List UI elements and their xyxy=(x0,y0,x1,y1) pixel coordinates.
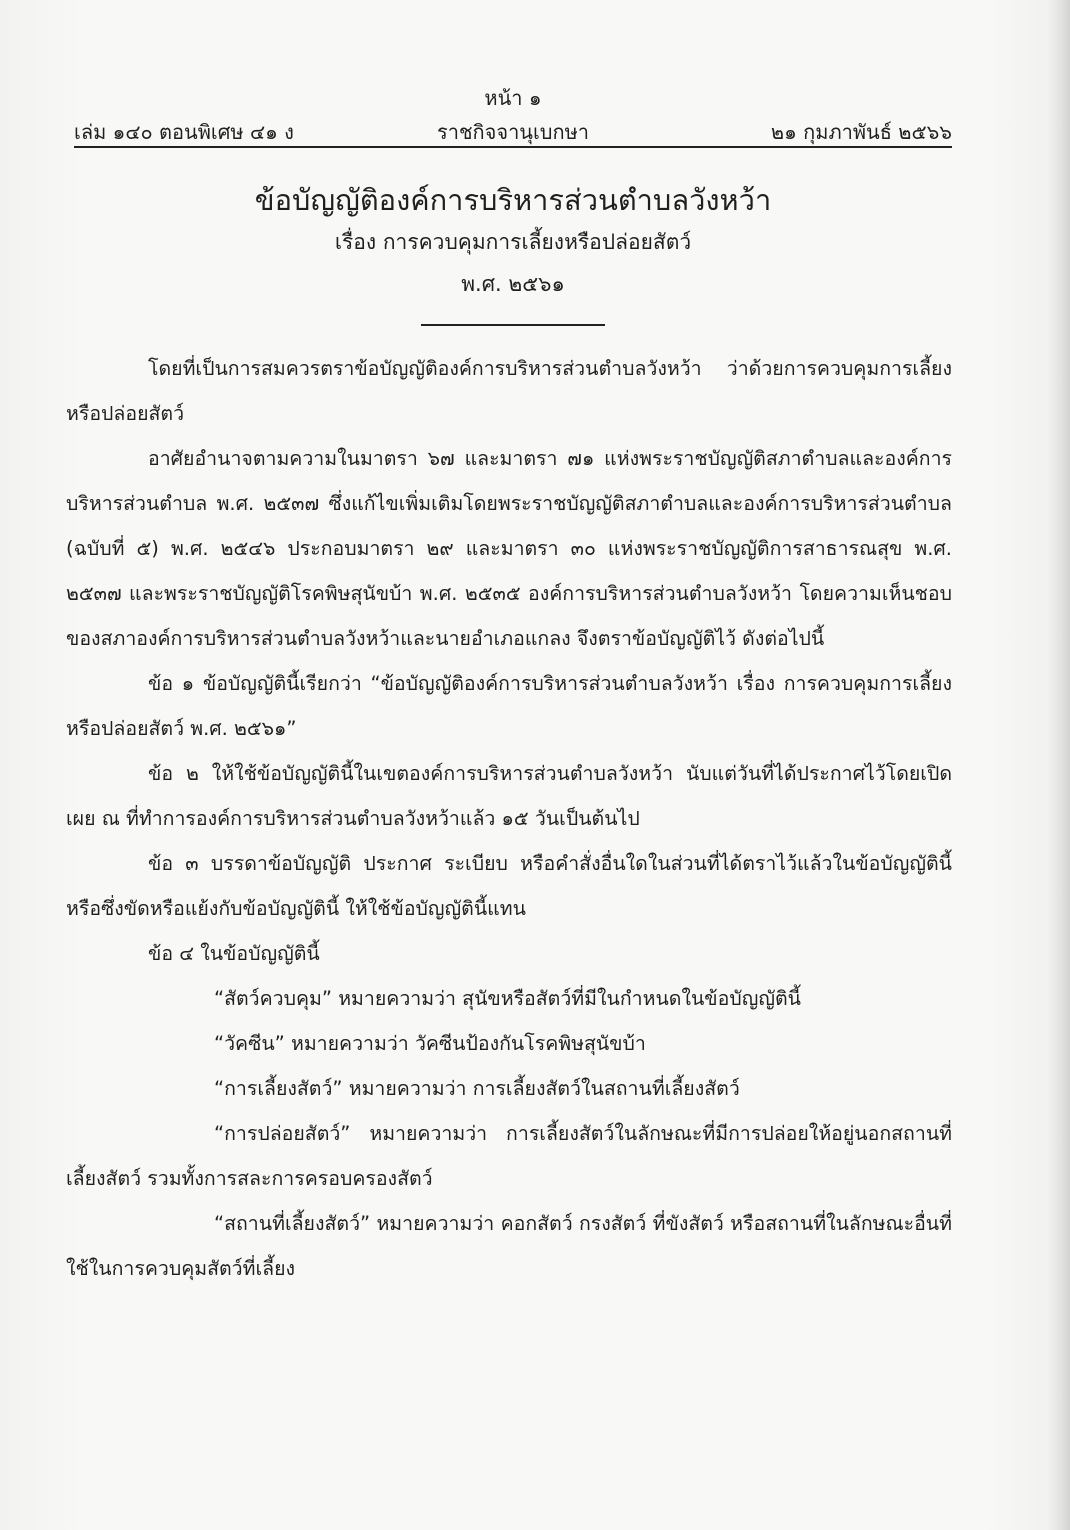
document-subject: เรื่อง การควบคุมการเลี้ยงหรือปล่อยสัตว์ xyxy=(334,230,692,254)
publication-date: ๒๑ กุมภาพันธ์ ๒๕๖๖ xyxy=(770,120,952,144)
definition-animal-raising: “การเลี้ยงสัตว์” หมายความว่า การเลี้ยงสัตว์ในสถานที่เลี้ยงสัตว์ xyxy=(214,1077,740,1100)
authority-paragraph: อาศัยอำนาจตามความในมาตรา ๖๗ และมาตรา ๗๑ แห่งพระราชบัญญัติสภาตำบลและองค์การบริหารส่วนตำบล พ.ศ. ๒๕๓๗ ซึ่งแก้ไขเพิ่มเติมโดยพระราชบัญญัติสภาตำบลและองค์การบริหารส่วนตำบล (ฉบับที่ ๕) พ.ศ. ๒๕๔๖ ประกอบมาตรา ๒๙ และมาตรา ๓๐ แห่งพระราชบัญญัติการสาธารณสุข พ.ศ. ๒๕๓๗ และพระราชบัญญัติโรคพิษสุนัขบ้า พ.ศ. ๒๕๓๕ องค์การบริหารส่วนตำบลวังหว้า โดยความเห็นชอบของสภาองค์การบริหารส่วนตำบลวังหว้าและนายอำเภอแกลง จึงตราข้อบัญญัติไว้ ดังต่อไปนี้ xyxy=(66,447,952,650)
clause-2: ข้อ ๒ ให้ใช้ข้อบัญญัตินี้ในเขตองค์การบริหารส่วนตำบลวังหว้า นับแต่วันที่ได้ประกาศไว้โดยเปิดเผย ณ ที่ทำการองค์การบริหารส่วนตำบลวังหว้าแล้ว ๑๕ วันเป็นต้นไป xyxy=(66,762,952,830)
volume-issue: เล่ม ๑๔๐ ตอนพิเศษ ๔๑ ง xyxy=(74,120,294,144)
page-edge-shadow xyxy=(1048,0,1070,1530)
document-title: ข้อบัญญัติองค์การบริหารส่วนตำบลวังหว้า xyxy=(254,183,772,217)
definition-controlled-animal: “สัตว์ควบคุม” หมายความว่า สุนัขหรือสัตว์ที่มีในกำหนดในข้อบัญญัตินี้ xyxy=(214,987,801,1010)
document-body xyxy=(66,346,952,1291)
clause-4: ข้อ ๔ ในข้อบัญญัตินี้ xyxy=(148,942,320,965)
definition-vaccine: “วัคซีน” หมายความว่า วัคซีนป้องกันโรคพิษสุนัขบ้า xyxy=(214,1032,646,1055)
definition-animal-premises: “สถานที่เลี้ยงสัตว์” หมายความว่า คอกสัตว์ กรงสัตว์ ที่ขังสัตว์ หรือสถานที่ในลักษณะอื่นที่ใช้ในการควบคุมสัตว์ที่เลี้ยง xyxy=(66,1212,952,1280)
title-block xyxy=(74,178,952,326)
clause-1: ข้อ ๑ ข้อบัญญัตินี้เรียกว่า “ข้อบัญญัติองค์การบริหารส่วนตำบลวังหว้า เรื่อง การควบคุมการเลี้ยงหรือปล่อยสัตว์ พ.ศ. ๒๕๖๑” xyxy=(66,672,952,740)
preamble-paragraph: โดยที่เป็นการสมควรตราข้อบัญญัติองค์การบริหารส่วนตำบลวังหว้า ว่าด้วยการควบคุมการเลี้ยงหรือปล่อยสัตว์ xyxy=(66,357,952,425)
definition-animal-release: “การปล่อยสัตว์” หมายความว่า การเลี้ยงสัตว์ในลักษณะที่มีการปล่อยให้อยู่นอกสถานที่เลี้ยงสัตว์ รวมทั้งการสละการครอบครองสัตว์ xyxy=(66,1122,952,1190)
header-divider xyxy=(74,146,952,148)
page-number: หน้า ๑ xyxy=(484,86,542,110)
title-divider xyxy=(421,324,605,326)
gazette-name: ราชกิจจานุเบกษา xyxy=(436,120,590,144)
document-year: พ.ศ. ๒๕๖๑ xyxy=(461,272,565,296)
clause-3: ข้อ ๓ บรรดาข้อบัญญัติ ประกาศ ระเบียบ หรือคำสั่งอื่นใดในส่วนที่ได้ตราไว้แล้วในข้อบัญญัตินี้ หรือซึ่งขัดหรือแย้งกับข้อบัญญัตินี้ ให้ใช้ข้อบัญญัตินี้แทน xyxy=(66,852,952,920)
running-header xyxy=(74,82,952,154)
